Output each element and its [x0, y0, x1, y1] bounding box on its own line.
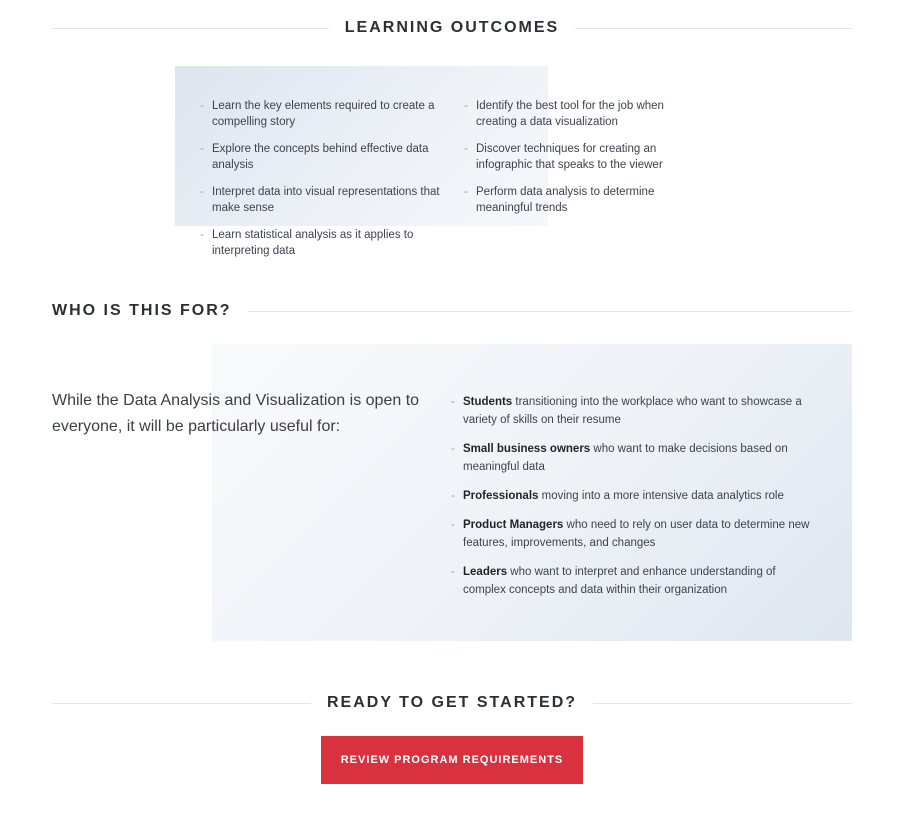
- list-item: - Product Managers who need to rely on user data to determine new features, improvements, and changes: [451, 519, 810, 549]
- list-item: - Learn statistical analysis as it applies to interpreting data: [200, 229, 414, 257]
- list-item: - Identify the best tool for the job when creating a data visualization: [464, 100, 664, 128]
- audience-list: [451, 393, 811, 610]
- list-item: - Small business owners who want to make decisions based on meaningful data: [451, 443, 788, 473]
- list-item: - Leaders who want to interpret and enhance understanding of complex concepts and data within their organization: [451, 566, 776, 596]
- heading-rule-right: [593, 703, 852, 704]
- learning-outcomes-heading: [52, 16, 852, 40]
- list-item: - Interpret data into visual representations that make sense: [200, 186, 440, 214]
- learning-outcomes-left-list: [200, 98, 440, 270]
- list-item: - Discover techniques for creating an infographic that speaks to the viewer: [464, 143, 663, 171]
- list-item: - Learn the key elements required to create a compelling story: [200, 100, 435, 128]
- review-program-requirements-button[interactable]: REVIEW PROGRAM REQUIREMENTS: [321, 736, 583, 784]
- list-item: - Perform data analysis to determine meaningful trends: [464, 186, 655, 214]
- learning-outcomes-title: LEARNING OUTCOMES: [344, 19, 560, 36]
- ready-title: READY TO GET STARTED?: [327, 694, 578, 711]
- heading-rule-right: [575, 28, 852, 29]
- who-intro-text: While the Data Analysis and Visualization is open to everyone, it will be particularly useful for:: [52, 392, 420, 435]
- list-item: - Professionals moving into a more intensive data analytics role: [451, 490, 784, 502]
- heading-rule: [248, 311, 852, 312]
- list-item: - Explore the concepts behind effective data analysis: [200, 143, 429, 171]
- who-is-this-for-title: WHO IS THIS FOR?: [52, 302, 232, 319]
- heading-rule-left: [52, 703, 311, 704]
- learning-outcomes-right-list: [464, 98, 694, 227]
- heading-rule-left: [52, 28, 329, 29]
- list-item: - Students transitioning into the workplace who want to showcase a variety of skills on their resume: [451, 396, 802, 426]
- who-is-this-for-heading: [52, 299, 852, 323]
- ready-heading: [52, 691, 852, 715]
